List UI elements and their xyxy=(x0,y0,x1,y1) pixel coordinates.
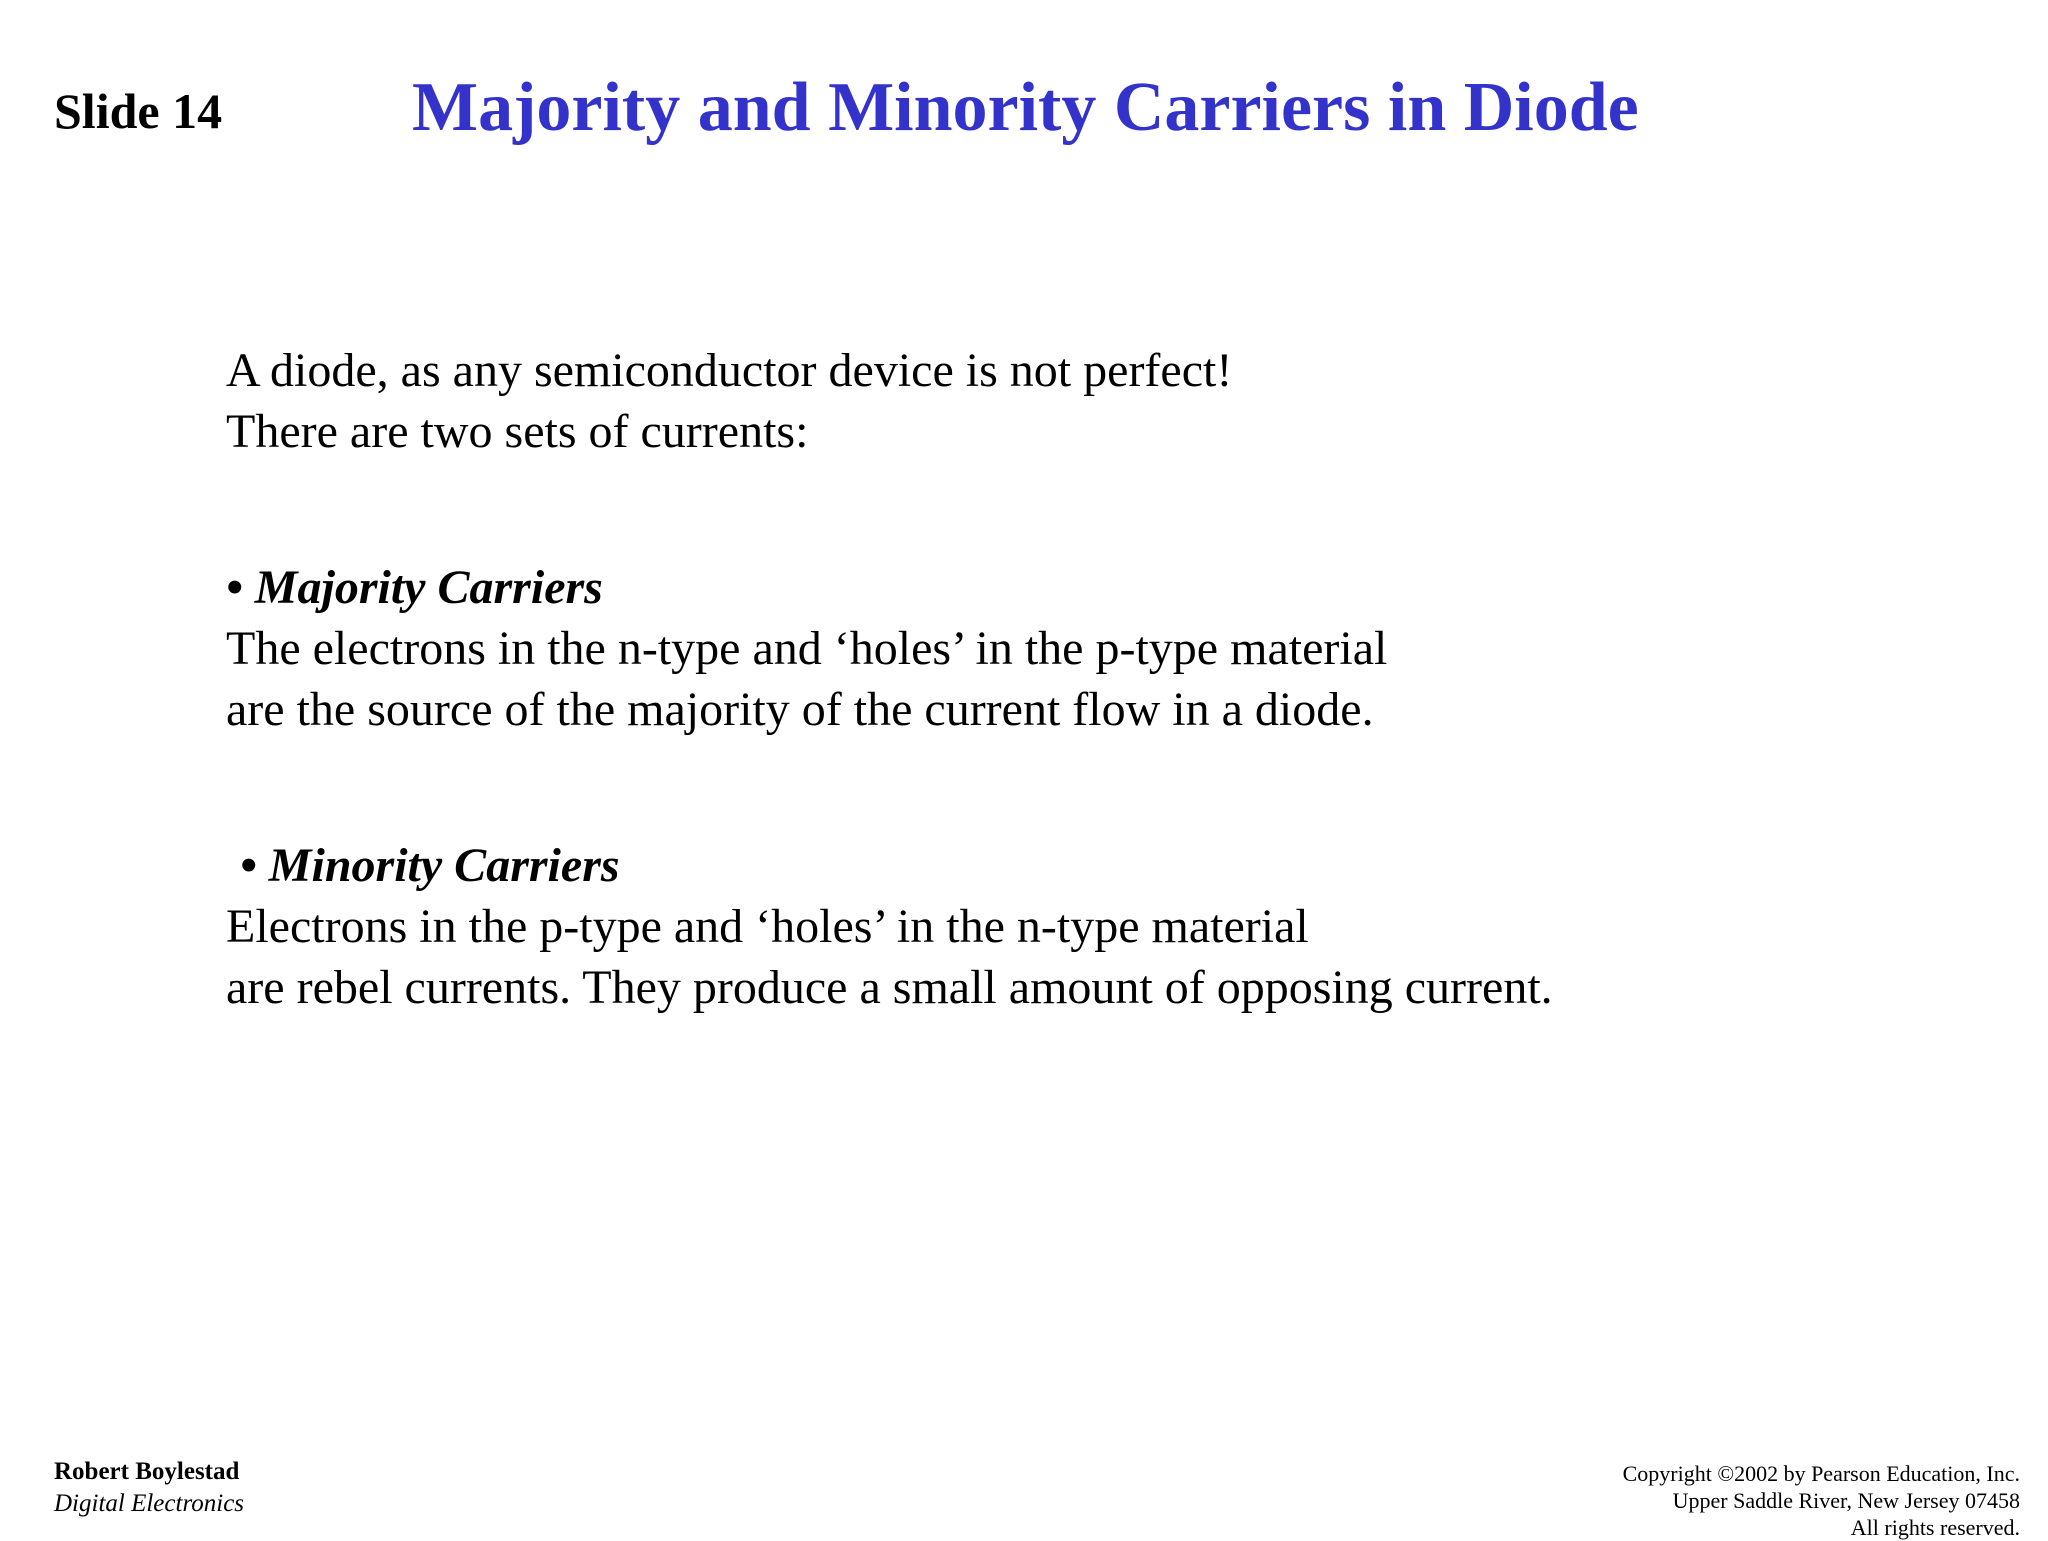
footer-author: Robert Boylestad xyxy=(54,1458,240,1485)
footer-copyright xyxy=(1623,1460,2020,1541)
footer-book-title: Digital Electronics xyxy=(54,1490,245,1517)
majority-carriers-section xyxy=(226,557,2006,740)
minority-carriers-line-2: are rebel currents. They produce a small amount of opposing current. xyxy=(226,961,1553,1014)
majority-carriers-line-1: The electrons in the n-type and ‘holes’ in the p-type material xyxy=(226,622,1388,675)
intro-line-1: A diode, as any semiconductor device is not perfect! xyxy=(226,344,1233,397)
minority-carriers-line-1: Electrons in the p-type and ‘holes’ in the n-type material xyxy=(226,900,1309,953)
majority-carriers-line-2: are the source of the majority of the current flow in a diode. xyxy=(226,683,1374,736)
intro-line-2: There are two sets of currents: xyxy=(226,405,809,458)
spacer xyxy=(226,462,2006,557)
minority-carriers-section xyxy=(226,835,2006,1018)
spacer xyxy=(226,740,2006,835)
minority-carriers-heading: • Minority Carriers xyxy=(240,839,620,892)
copyright-line-2: Upper Saddle River, New Jersey 07458 xyxy=(1672,1488,2020,1513)
copyright-line-1: Copyright ©2002 by Pearson Education, Inc. xyxy=(1622,1461,2020,1486)
copyright-line-3: All rights reserved. xyxy=(1850,1515,2020,1540)
slide-body xyxy=(226,340,2006,1018)
footer-credits xyxy=(54,1456,244,1520)
slide-title: Majority and Minority Carriers in Diode xyxy=(412,69,1639,146)
majority-carriers-heading: • Majority Carriers xyxy=(226,561,603,614)
slide-number: Slide 14 xyxy=(54,83,223,139)
